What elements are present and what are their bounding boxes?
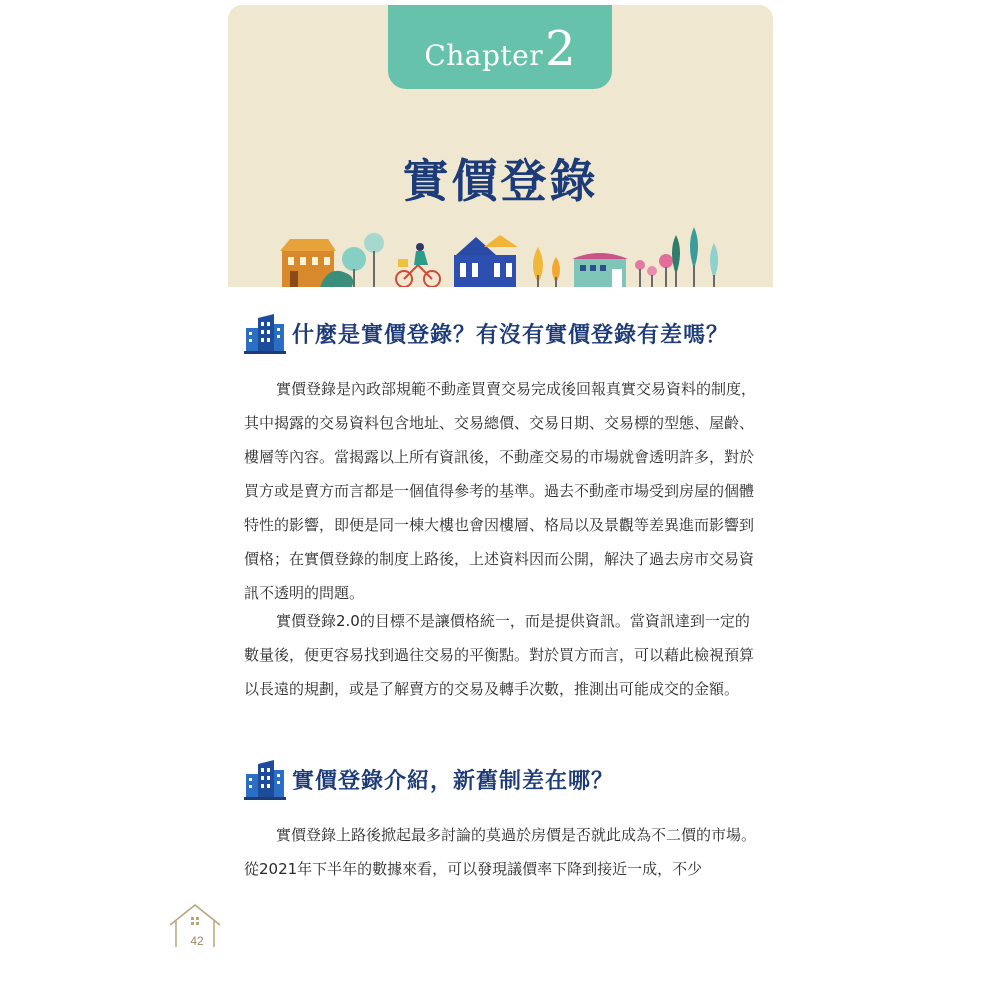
chapter-number: 2 <box>545 21 576 77</box>
pink-trees-icon <box>635 254 673 287</box>
body-paragraph: 實價登錄2.0的目標不是讓價格統一，而是提供資訊。當資訊達到一定的數量後，便更容易找到過往交易的平衡點。對於買方而言，可以藉此檢視預算以長遠的規劃，或是了解賣方的交易及轉手次數，推測出可能成交的金額。 <box>244 612 755 698</box>
body-paragraph: 實價登錄上路後掀起最多討論的莫過於房價是否就此成為不二價的市場。從2021年下半年的數據來看，可以發現議價率下降到接近一成，不少 <box>244 826 757 878</box>
town-illustration <box>228 225 773 287</box>
page-number: 42 <box>190 934 204 948</box>
building-icon <box>244 312 286 354</box>
section-heading-text: 什麼是實價登錄？有沒有實價登錄有差嗎？ <box>292 322 730 348</box>
chapter-label: Chapter <box>424 39 544 72</box>
page-title: 實價登錄 <box>402 154 599 208</box>
cyclist-icon <box>396 243 440 287</box>
building-icon <box>244 758 286 800</box>
blue-house-icon <box>454 235 518 287</box>
chapter-tab <box>388 5 612 89</box>
body-paragraph: 實價登錄是內政部規範不動產買賣交易完成後回報真實交易資料的制度，其中揭露的交易資料包含地址、交易總價、交易日期、交易標的型態、屋齡、樓層等內容。當揭露以上所有資訊後，不動產交易的市場就會透明許多，對於買方或是賣方而言都是一個值得參考的基準。過去不動產市場受到房屋的個體特性的影響，即便是同一棟大樓也會因樓層、格局以及景觀等差異進而影響到價格；在實價登錄的制度上路後，上述資料因而公開，解決了過去房市交易資訊不透明的問題。 <box>244 380 757 602</box>
chapter-banner <box>228 5 773 287</box>
tall-trees-icon <box>672 227 718 287</box>
section-heading-2 <box>244 758 614 800</box>
section-heading-1 <box>244 312 729 354</box>
shop-icon <box>572 253 628 287</box>
section-heading-text: 實價登錄介紹，新舊制差在哪？ <box>292 768 615 794</box>
yellow-trees-icon <box>533 247 560 287</box>
